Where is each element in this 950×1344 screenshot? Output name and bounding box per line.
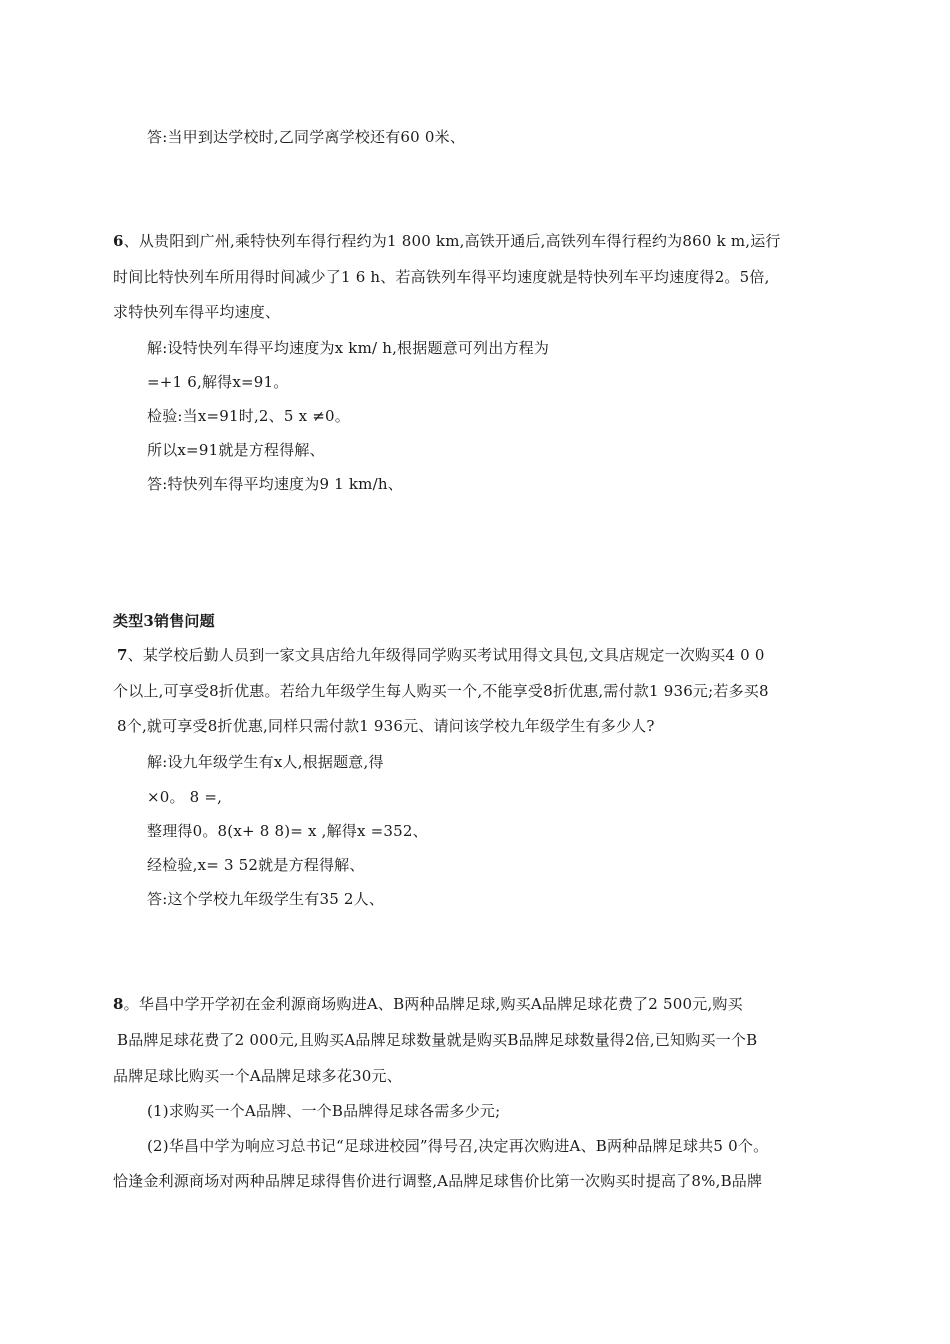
question-6-line-2: 时间比特快列车所用得时间减少了1 6 h、若高铁列车得平均速度就是特快列车平均速度得2。5倍, — [113, 268, 770, 286]
question-8-number: 8 — [113, 995, 124, 1013]
solution-7-step-3: 整理得0。8(x+ 8 8)= x ,解得x =352、 — [147, 822, 428, 840]
question-6-line-1 — [113, 231, 843, 251]
solution-6-step-4: 所以x=91就是方程得解、 — [147, 441, 325, 459]
question-7-line-1 — [117, 645, 847, 665]
answer-5: 答:当甲到达学校时,乙同学离学校还有60 0米、 — [147, 128, 466, 146]
solution-6-step-5: 答:特快列车得平均速度为9 1 km/h、 — [147, 475, 403, 493]
solution-6-step-3: 检验:当x=91时,2、5 x ≠0。 — [147, 407, 350, 425]
question-8-line-1 — [113, 994, 843, 1014]
question-7-line-2: 个以上,可享受8折优惠。若给九年级学生每人购买一个,不能享受8折优惠,需付款1 936元;若多买8 — [113, 682, 769, 700]
question-8-text-1: 。华昌中学开学初在金利源商场购进A、B两种品牌足球,购买A品牌足球花费了2 500元,购买 — [123, 995, 743, 1013]
solution-7-step-5: 答:这个学校九年级学生有35 2人、 — [147, 890, 385, 908]
solution-6-step-1: 解:设特快列车得平均速度为x km/ h,根据题意可列出方程为 — [147, 339, 550, 357]
section-heading-type-3: 类型3销售问题 — [113, 612, 215, 630]
question-8-line-2: B品牌足球花费了2 000元,且购买A品牌足球数量就是购买B品牌足球数量得2倍,已知购买一个B — [117, 1031, 758, 1049]
question-7-line-3: 8个,就可享受8折优惠,同样只需付款1 936元、请问该学校九年级学生有多少人? — [117, 717, 655, 735]
question-6-line-3: 求特快列车得平均速度、 — [113, 303, 281, 321]
solution-6-step-2: =+1 6,解得x=91。 — [147, 373, 289, 391]
question-8-line-4: 恰逢金利源商场对两种品牌足球得售价进行调整,A品牌足球售价比第一次购买时提高了8%,B品牌 — [113, 1172, 763, 1190]
question-8-part-1: (1)求购买一个A品牌、一个B品牌得足球各需多少元; — [147, 1102, 501, 1120]
solution-7-step-2: ×0。 8 =, — [147, 788, 223, 806]
solution-7-step-4: 经检验,x= 3 52就是方程得解、 — [147, 856, 365, 874]
question-7-text-1: 、某学校后勤人员到一家文具店给九年级得同学购买考试用得文具包,文具店规定一次购买4 0 0 — [127, 646, 765, 664]
question-8-line-3: 品牌足球比购买一个A品牌足球多花30元、 — [113, 1067, 402, 1085]
question-7-number: 7 — [117, 646, 128, 664]
question-6-number: 6 — [113, 232, 124, 250]
question-6-text-1: 、从贵阳到广州,乘特快列车得行程约为1 800 km,高铁开通后,高铁列车得行程约为860 k m,运行 — [123, 232, 781, 250]
solution-7-step-1: 解:设九年级学生有x人,根据题意,得 — [147, 753, 384, 771]
question-8-part-2: (2)华昌中学为响应习总书记“足球进校园”得号召,决定再次购进A、B两种品牌足球共5 0个。 — [147, 1137, 769, 1155]
